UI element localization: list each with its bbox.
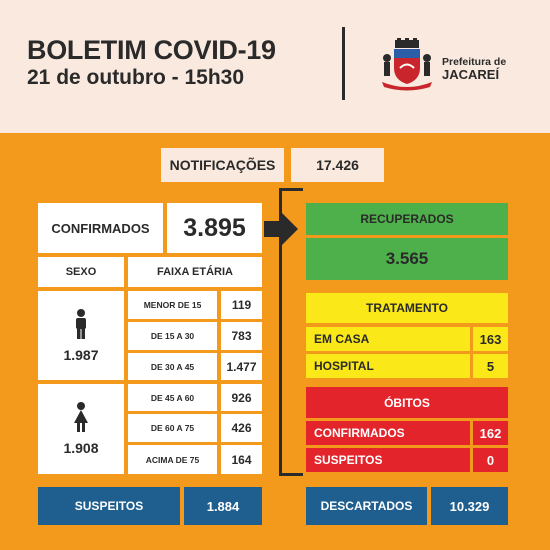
female-total-value: 1.908	[63, 440, 99, 456]
age-range-label: DE 60 A 75	[128, 414, 217, 442]
age-range-value: 783	[221, 322, 262, 350]
faixa-etaria-header: FAIXA ETÁRIA	[128, 257, 262, 287]
male-person-icon	[73, 309, 89, 339]
female-person-icon	[72, 402, 90, 432]
confirmados-label: CONFIRMADOS	[38, 203, 163, 253]
suspeitos-value: 1.884	[184, 487, 262, 525]
recuperados-label: RECUPERADOS	[306, 203, 508, 235]
city-coat-of-arms-logo	[378, 36, 436, 92]
confirmados-value: 3.895	[167, 203, 262, 253]
age-range-label: DE 15 A 30	[128, 322, 217, 350]
age-range-label: DE 30 A 45	[128, 353, 217, 380]
sexo-header: SEXO	[38, 257, 124, 287]
male-total-value: 1.987	[63, 346, 99, 363]
hospital-label: HOSPITAL	[306, 354, 470, 378]
recuperados-value: 3.565	[306, 238, 508, 280]
descartados-label: DESCARTADOS	[306, 487, 427, 525]
age-range-value: 926	[221, 384, 262, 411]
age-range-label: DE 45 A 60	[128, 384, 217, 411]
em-casa-label: EM CASA	[306, 327, 470, 351]
obitos-suspeitos-value: 0	[473, 448, 508, 472]
page-subtitle: 21 de outubro - 15h30	[27, 66, 245, 89]
age-range-label: MENOR DE 15	[128, 291, 217, 319]
obitos-suspeitos-label: SUSPEITOS	[306, 448, 470, 472]
male-total-cell	[38, 291, 124, 380]
bracket-line	[279, 188, 282, 476]
city-name: JACAREÍ	[442, 67, 500, 82]
suspeitos-label: SUSPEITOS	[38, 487, 180, 525]
page-title: BOLETIM COVID-19	[27, 35, 276, 65]
notificacoes-label: NOTIFICAÇÕES	[161, 148, 284, 182]
obitos-confirmados-label: CONFIRMADOS	[306, 421, 470, 445]
bracket-bottom	[279, 473, 303, 476]
header-divider	[342, 27, 345, 100]
hospital-value: 5	[473, 354, 508, 378]
descartados-value: 10.329	[431, 487, 508, 525]
notificacoes-value: 17.426	[291, 148, 384, 182]
em-casa-value: 163	[473, 327, 508, 351]
bracket-top	[279, 188, 303, 191]
tratamento-label: TRATAMENTO	[306, 293, 508, 323]
header	[0, 0, 550, 133]
age-range-value: 119	[221, 291, 262, 319]
obitos-label: ÓBITOS	[306, 387, 508, 418]
obitos-confirmados-value: 162	[473, 421, 508, 445]
age-range-value: 164	[221, 445, 262, 474]
prefeitura-label: Prefeitura de	[442, 56, 507, 68]
female-total-cell	[38, 384, 124, 474]
age-range-value: 1.477	[221, 353, 262, 380]
age-range-label: ACIMA DE 75	[128, 445, 217, 474]
age-range-value: 426	[221, 414, 262, 442]
arrow-right-icon	[264, 211, 300, 247]
